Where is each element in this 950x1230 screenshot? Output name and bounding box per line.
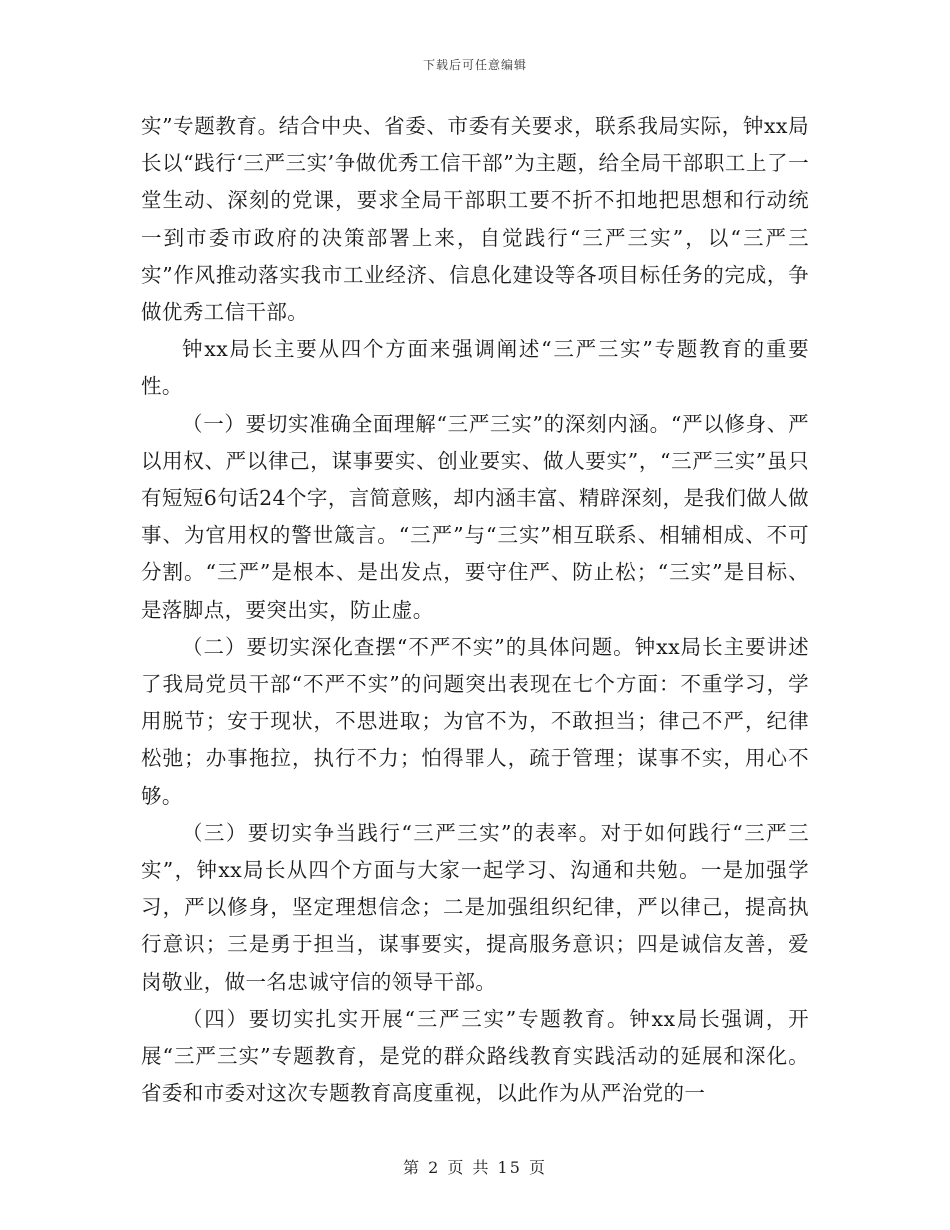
document-body: [141, 108, 809, 1112]
paragraph-intro: 钟xx局长主要从四个方面来强调阐述“三严三实”专题教育的重要性。: [141, 337, 809, 399]
page-number: 第 2 页 共 15 页: [403, 1158, 547, 1177]
paragraph-continuation: 实”专题教育。结合中央、省委、市委有关要求，联系我局实际，钟xx局长以“践行‘三严三实’争做优秀工信干部”为主题，给全局干部职工上了一堂生动、深刻的党课，要求全局干部职工要不折不扣地把思想和行动统一到市委市政府的决策部署上来，自觉践行“三严三实”，以“三严三实”作风推动落实我市工业经济、信息化建设等各项目标任务的完成，争做优秀工信干部。: [141, 114, 809, 325]
paragraph-point-3: （三）要切实争当践行“三严三实”的表率。对于如何践行“三严三实”，钟xx局长从四个方面与大家一起学习、沟通和共勉。一是加强学习，严以修身，坚定理想信念；二是加强组织纪律，严以律己，提高执行意识；三是勇于担当，谋事要实，提高服务意识；四是诚信友善，爱岗敬业，做一名忠诚守信的领导干部。: [141, 820, 809, 994]
page-header: 下载后可任意编辑: [422, 58, 527, 72]
paragraph-point-2: （二）要切实深化查摆“不严不实”的具体问题。钟xx局长主要讲述了我局党员干部“不严不实”的问题突出表现在七个方面：不重学习，学用脱节；安于现状，不思进取；为官不为，不敢担当；律己不严，纪律松弛；办事拖拉，执行不力；怕得罪人，疏于管理；谋事不实，用心不够。: [141, 634, 809, 808]
paragraph-point-4: （四）要切实扎实开展“三严三实”专题教育。钟xx局长强调，开展“三严三实”专题教育，是党的群众路线教育实践活动的延展和深化。省委和市委对这次专题教育高度重视，以此作为从严治党的一: [141, 1006, 809, 1106]
paragraph-point-1: （一）要切实准确全面理解“三严三实”的深刻内涵。“严以修身、严以用权、严以律己，谋事要实、创业要实、做人要实”，“三严三实”虽只有短短6句话24个字，言简意赅，却内涵丰富、精辟深刻，是我们做人做事、为官用权的警世箴言。“三严”与“三实”相互联系、相辅相成、不可分割。“三严”是根本、是出发点，要守住严、防止松；“三实”是目标、是落脚点，要突出实，防止虚。: [141, 411, 809, 622]
